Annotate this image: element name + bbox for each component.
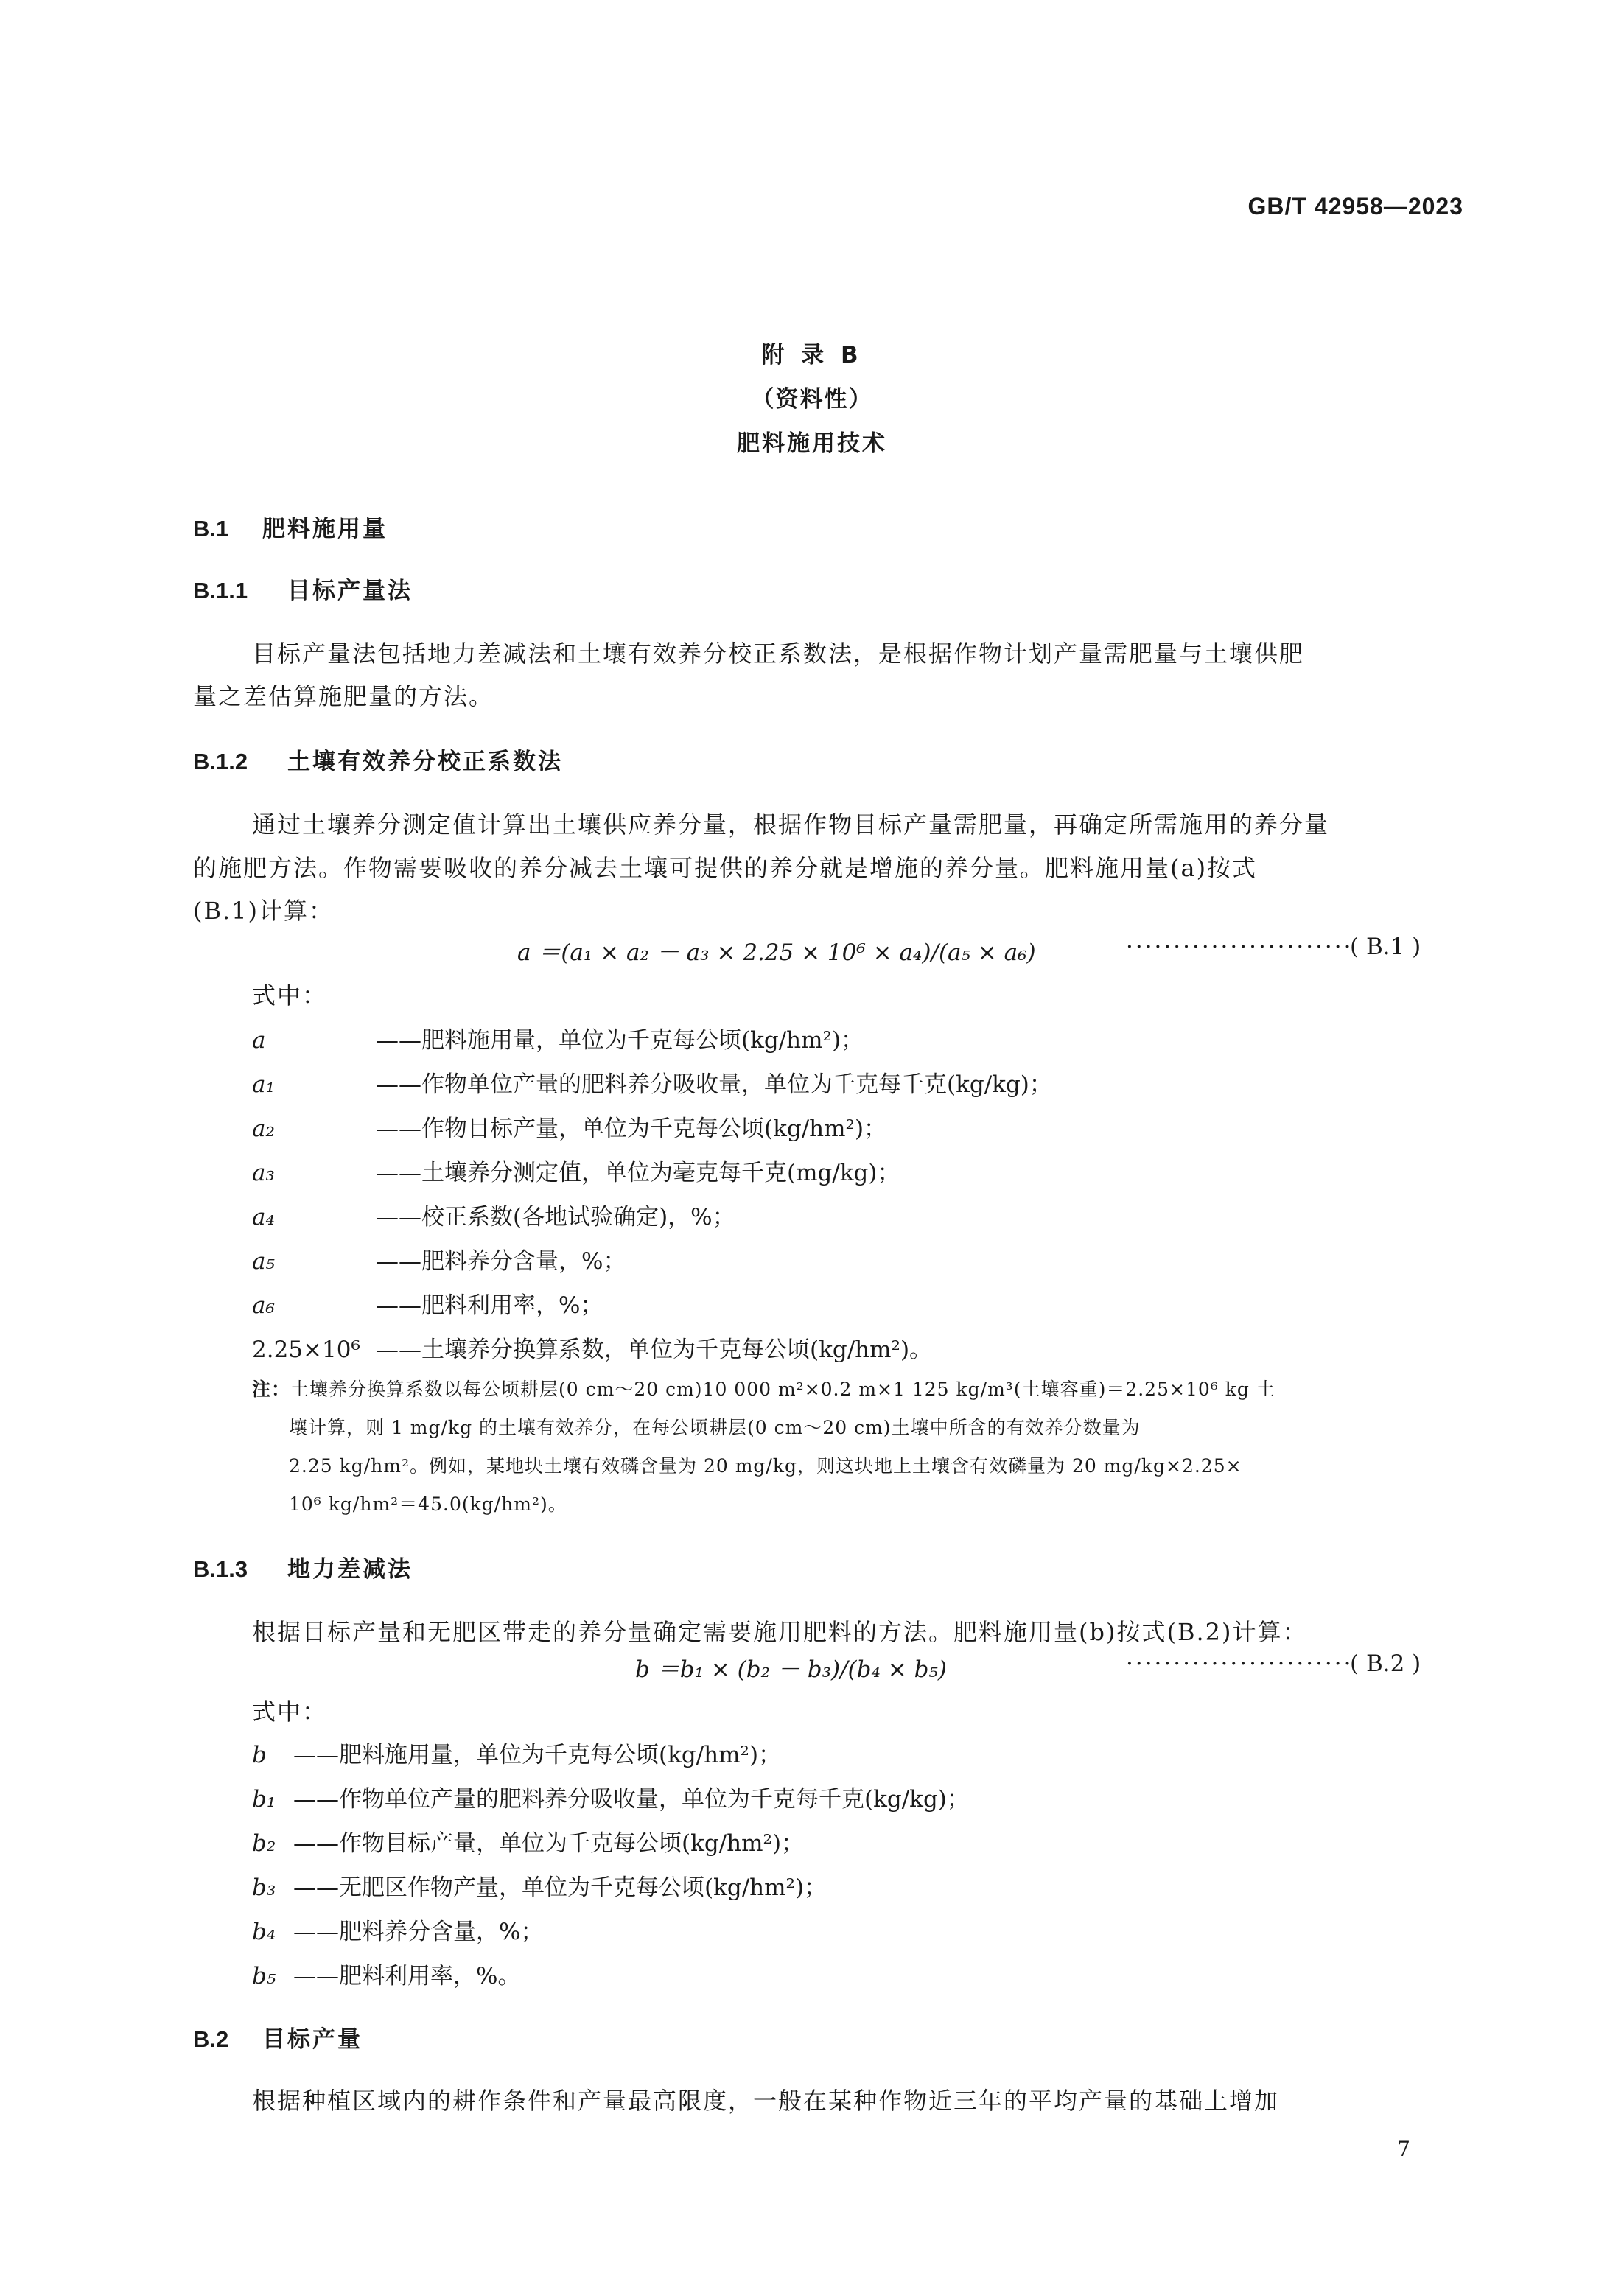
section-number: B.1.1 <box>193 578 248 603</box>
paragraph-line: (B.1)计算： <box>193 897 335 925</box>
paragraph-line: 的施肥方法。作物需要吸收的养分减去土壤可提供的养分就是增施的养分量。肥料施用量(a)按式 <box>193 854 1258 882</box>
variable-desc: ——作物单位产量的肥料养分吸收量，单位为千克每千克(kg/kg)； <box>376 1071 1052 1098</box>
formula-leaders: ························ <box>1126 934 1354 960</box>
section-title: 地力差减法 <box>287 1556 413 1583</box>
paragraph-line: 量之差估算施肥量的方法。 <box>193 682 494 710</box>
variable-desc: ——肥料养分含量，%； <box>293 1919 544 1945</box>
variable-symbol: a₆ <box>252 1292 275 1319</box>
variable-symbol: b₃ <box>252 1874 276 1901</box>
variable-symbol: a₂ <box>252 1116 275 1142</box>
formula-leaders: ························ <box>1126 1650 1354 1677</box>
note-text: 土壤养分换算系数以每公顷耕层(0 cm～20 cm)10 000 m²×0.2 m×1 125 kg/m³(土壤容重)＝2.25×10⁶ kg 土 <box>290 1379 1275 1400</box>
section-number: B.1.2 <box>193 749 248 774</box>
section-title: 目标产量 <box>262 2026 363 2053</box>
variable-symbol: b₄ <box>252 1919 276 1945</box>
variable-symbol: a₅ <box>252 1248 275 1275</box>
variable-row <box>252 1780 970 1813</box>
variable-desc: ——肥料利用率，%。 <box>293 1963 521 1989</box>
where-label: 式中： <box>252 1698 328 1726</box>
variable-symbol: b₅ <box>252 1963 276 1989</box>
appendix-title: 附 录 B <box>761 342 863 368</box>
variable-row <box>252 1913 543 1946</box>
variable-row <box>252 1869 827 1902</box>
variable-symbol: b <box>252 1742 267 1768</box>
formula-number: ( B.2 ) <box>1350 1650 1421 1677</box>
formula-b2: b ＝b₁ × (b₂ － b₃)/(b₄ × b₅) <box>635 1656 947 1683</box>
section-title: 目标产量法 <box>287 578 413 604</box>
variable-row <box>252 1021 864 1054</box>
variable-symbol: b₁ <box>252 1786 276 1813</box>
variable-row <box>252 1110 886 1143</box>
variable-symbol: a <box>252 1027 266 1054</box>
formula-b1: a ＝(a₁ × a₂ － a₃ × 2.25 × 10⁶ × a₄)/(a₅ × a₆) <box>517 939 1036 966</box>
variable-symbol: b₂ <box>252 1830 276 1857</box>
section-title: 肥料施用量 <box>262 516 388 542</box>
variable-row <box>252 1065 1052 1099</box>
standard-number: GB/T 42958—2023 <box>1247 193 1463 220</box>
section-title: 土壤有效养分校正系数法 <box>287 749 563 775</box>
section-number: B.2 <box>193 2026 229 2052</box>
variable-row <box>252 1736 781 1769</box>
variable-symbol: a₄ <box>252 1204 275 1230</box>
section-heading-b12 <box>193 743 563 776</box>
note-line: 10⁶ kg/hm²＝45.0(kg/hm²)。 <box>289 1494 567 1515</box>
variable-desc: ——土壤养分测定值，单位为毫克每千克(mg/kg)； <box>376 1160 900 1186</box>
note-label: 注： <box>252 1379 291 1400</box>
note-line: 壤计算，则 1 mg/kg 的土壤有效养分，在每公顷耕层(0 cm～20 cm)土壤中所含的有效养分数量为 <box>289 1417 1141 1438</box>
note-line <box>252 1375 1275 1401</box>
variable-row <box>252 1957 520 1990</box>
variable-desc: ——肥料施用量，单位为千克每公顷(kg/hm²)； <box>376 1027 864 1054</box>
variable-desc: ——校正系数(各地试验确定)，%； <box>376 1204 735 1230</box>
section-heading-b1 <box>193 510 388 543</box>
variable-row <box>252 1198 735 1231</box>
section-number: B.1 <box>193 516 229 542</box>
section-number: B.1.3 <box>193 1556 248 1582</box>
where-label: 式中： <box>252 981 328 1009</box>
page-number: 7 <box>1397 2137 1410 2161</box>
paragraph-line: 根据目标产量和无肥区带走的养分量确定需要施用肥料的方法。肥料施用量(b)按式(B.2)计算： <box>252 1618 1308 1646</box>
variable-desc: ——肥料养分含量，%； <box>376 1248 626 1275</box>
variable-row <box>252 1824 804 1858</box>
note-line: 2.25 kg/hm²。例如，某地块土壤有效磷含量为 20 mg/kg，则这块地上土壤含有效磷量为 20 mg/kg×2.25× <box>289 1455 1242 1477</box>
variable-desc: ——无肥区作物产量，单位为千克每公顷(kg/hm²)； <box>293 1874 827 1901</box>
appendix-nature: （资料性） <box>751 386 873 413</box>
section-heading-b13 <box>193 1550 413 1583</box>
paragraph-line: 目标产量法包括地力差减法和土壤有效养分校正系数法，是根据作物计划产量需肥量与土壤供肥 <box>252 640 1305 668</box>
formula-number: ( B.1 ) <box>1350 934 1421 960</box>
paragraph-line: 通过土壤养分测定值计算出土壤供应养分量，根据作物目标产量需肥量，再确定所需施用的养分量 <box>252 811 1330 839</box>
section-heading-b2 <box>193 2020 363 2054</box>
variable-row <box>252 1286 603 1320</box>
variable-desc: ——作物单位产量的肥料养分吸收量，单位为千克每千克(kg/kg)； <box>293 1786 970 1813</box>
paragraph-line: 根据种植区域内的耕作条件和产量最高限度，一般在某种作物近三年的平均产量的基础上增加 <box>252 2087 1280 2115</box>
variable-symbol: a₁ <box>252 1071 275 1098</box>
variable-row <box>252 1154 900 1187</box>
section-heading-b11 <box>193 572 413 605</box>
variable-desc: ——肥料利用率，%； <box>376 1292 603 1319</box>
variable-symbol: a₃ <box>252 1160 275 1186</box>
variable-row <box>252 1331 932 1364</box>
variable-symbol: 2.25×10⁶ <box>252 1337 360 1363</box>
variable-row <box>252 1242 626 1275</box>
variable-desc: ——作物目标产量，单位为千克每公顷(kg/hm²)； <box>293 1830 805 1857</box>
variable-desc: ——土壤养分换算系数，单位为千克每公顷(kg/hm²)。 <box>376 1337 933 1363</box>
variable-desc: ——肥料施用量，单位为千克每公顷(kg/hm²)； <box>293 1742 782 1768</box>
appendix-name: 肥料施用技术 <box>737 430 887 457</box>
variable-desc: ——作物目标产量，单位为千克每公顷(kg/hm²)； <box>376 1116 887 1142</box>
